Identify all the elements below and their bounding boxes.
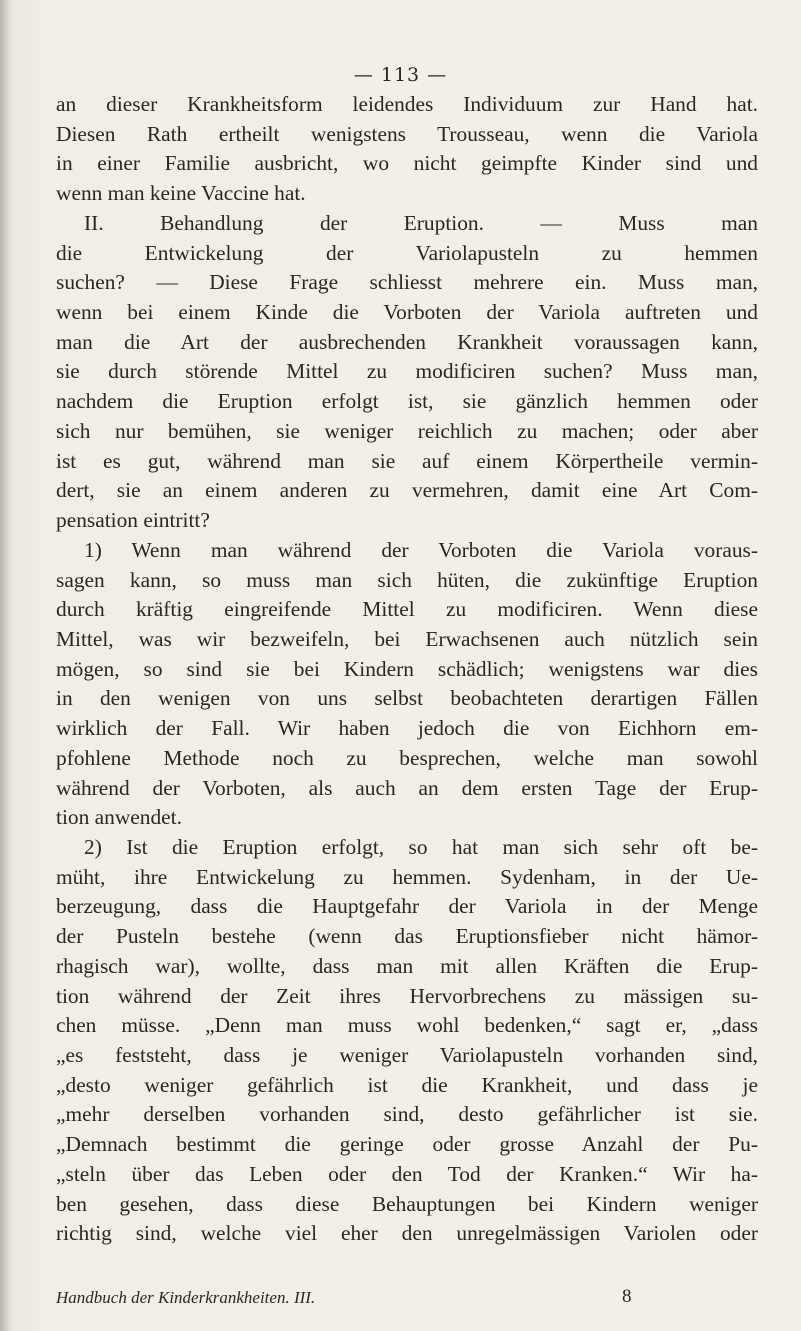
text-line: an dieser Krankheitsform leidendes Individuum zur Hand hat. xyxy=(56,92,758,116)
text-line: sagen kann, so muss man sich hüten, die zukünftige Eruption xyxy=(56,567,758,592)
text-line: pensation eintritt? xyxy=(56,508,210,533)
text-line: ben gesehen, dass diese Behauptungen bei Kindern weniger xyxy=(56,1191,758,1216)
page-footer xyxy=(56,1288,758,1308)
text-line: ist es gut, während man sie auf einem Körpertheile vermin- xyxy=(56,448,758,473)
text-line: während der Vorboten, als auch an dem ersten Tage der Erup- xyxy=(56,775,758,800)
text-line: mögen, so sind sie bei Kindern schädlich; wenigstens war dies xyxy=(56,656,758,681)
text-line: wenn bei einem Kinde die Vorboten der Variola auftreten und xyxy=(56,300,758,325)
text-line: „steln über das Leben oder den Tod der Kranken.“ Wir ha- xyxy=(56,1161,758,1186)
text-line: nachdem die Eruption erfolgt ist, sie gänzlich hemmen oder xyxy=(56,389,758,414)
text-line: müht, ihre Entwickelung zu hemmen. Sydenham, in der Ue- xyxy=(56,864,758,889)
text-line: die Entwickelung der Variolapusteln zu hemmen xyxy=(56,240,758,265)
sheet-signature: 8 xyxy=(622,1286,632,1307)
text-line: durch kräftig eingreifende Mittel zu modificiren. Wenn diese xyxy=(56,597,758,622)
footer-title: Handbuch der Kinderkrankheiten. III. xyxy=(56,1288,316,1307)
text-line: in einer Familie ausbricht, wo nicht geimpfte Kinder sind und xyxy=(56,151,758,176)
text-line: tion während der Zeit ihres Hervorbrechens zu mässigen su- xyxy=(56,983,758,1008)
text-line: wenn man keine Vaccine hat. xyxy=(56,181,306,206)
text-line: „desto weniger gefährlich ist die Krankheit, und dass je xyxy=(56,1072,758,1097)
text-line: chen müsse. „Denn man muss wohl bedenken,“ sagt er, „dass xyxy=(56,1013,758,1038)
text-line: berzeugung, dass die Hauptgefahr der Variola in der Menge xyxy=(56,894,758,919)
page-number: — 113 — xyxy=(353,64,448,86)
text-line: II. Behandlung der Eruption. — Muss man xyxy=(84,210,758,235)
text-line: Diesen Rath ertheilt wenigstens Trousseau, wenn die Variola xyxy=(56,121,758,146)
text-line: „Demnach bestimmt die geringe oder grosse Anzahl der Pu- xyxy=(56,1132,758,1157)
text-line: dert, sie an einem anderen zu vermehren, damit eine Art Com- xyxy=(56,478,758,503)
text-line: der Pusteln bestehe (wenn das Eruptionsfieber nicht hämor- xyxy=(56,924,758,949)
body-text xyxy=(56,90,758,1249)
text-line: in den wenigen von uns selbst beobachteten derartigen Fällen xyxy=(56,686,758,711)
text-line: sie durch störende Mittel zu modificiren suchen? Muss man, xyxy=(56,359,758,384)
text-line: „es feststeht, dass je weniger Variolapusteln vorhanden sind, xyxy=(56,1043,758,1067)
text-line: rhagisch war), wollte, dass man mit allen Kräften die Erup- xyxy=(56,953,758,978)
text-line: richtig sind, welche viel eher den unregelmässigen Variolen oder xyxy=(56,1221,758,1246)
text-line: man die Art der ausbrechenden Krankheit voraussagen kann, xyxy=(56,329,758,354)
text-line: 2) Ist die Eruption erfolgt, so hat man sich sehr oft be- xyxy=(84,834,758,859)
page-binding-shadow xyxy=(0,0,10,1331)
text-line: sich nur bemühen, sie weniger reichlich zu machen; oder aber xyxy=(56,418,758,443)
text-line: wirklich der Fall. Wir haben jedoch die von Eichhorn em- xyxy=(56,716,758,741)
text-line: pfohlene Methode noch zu besprechen, welche man sowohl xyxy=(56,745,758,770)
text-line: Mittel, was wir bezweifeln, bei Erwachsenen auch nützlich sein xyxy=(56,626,758,651)
text-line: suchen? — Diese Frage schliesst mehrere ein. Muss man, xyxy=(56,270,758,295)
text-line: „mehr derselben vorhanden sind, desto gefährlicher ist sie. xyxy=(56,1102,758,1127)
text-line: tion anwendet. xyxy=(56,805,182,830)
text-line: 1) Wenn man während der Vorboten die Variola voraus- xyxy=(84,537,758,562)
